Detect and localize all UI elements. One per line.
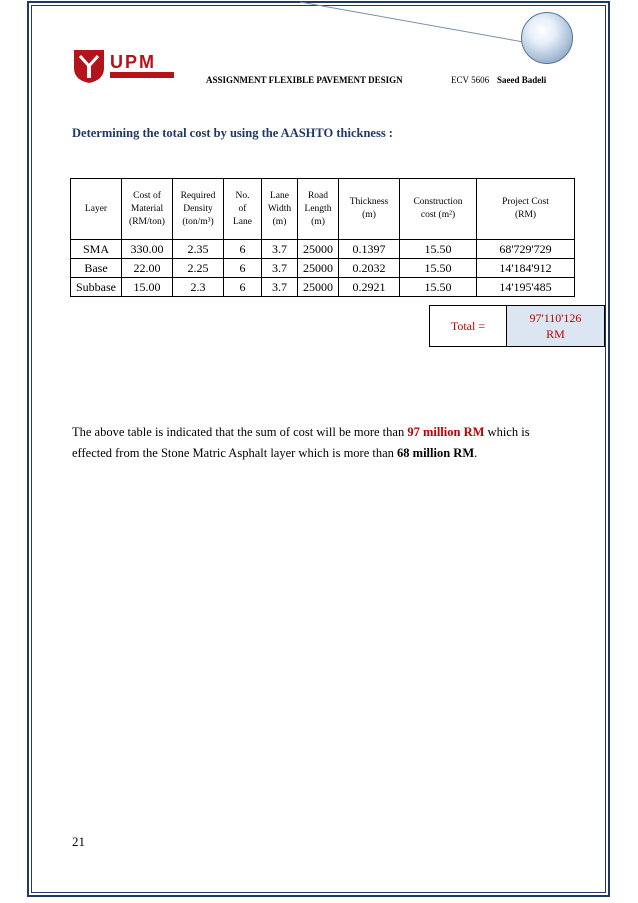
- table-header-row: [71, 179, 575, 240]
- table-cell: 3.7: [262, 259, 298, 278]
- table-cell: 68'729'729: [477, 240, 575, 259]
- header-cell-construction-cost: Construction cost (m²): [400, 179, 477, 240]
- table-row: [71, 278, 575, 297]
- table-cell: 25000: [298, 259, 339, 278]
- table-cell: 25000: [298, 240, 339, 259]
- header-title: ASSIGNMENT FLEXIBLE PAVEMENT DESIGN: [206, 75, 403, 85]
- header-cell-lanes: No. of Lane: [224, 179, 262, 240]
- page-number: 21: [72, 834, 85, 849]
- header-course-code: ECV 5606: [451, 75, 490, 85]
- table-cell: 0.2032: [339, 259, 400, 278]
- section-title: Determining the total cost by using the AASHTO thickness :: [72, 126, 393, 140]
- header-cell-layer: Layer: [71, 179, 122, 240]
- header-cell-density: Required Density (ton/m³): [173, 179, 224, 240]
- decorative-orb: [521, 12, 573, 64]
- total-label: Total =: [430, 306, 507, 347]
- table-cell: 15.00: [122, 278, 173, 297]
- logo-bar: [110, 72, 174, 78]
- table-cell: 2.3: [173, 278, 224, 297]
- table-cell: 6: [224, 259, 262, 278]
- upm-emblem-icon: [72, 48, 106, 84]
- cost-table: [70, 178, 575, 297]
- header-cell-thickness: Thickness (m): [339, 179, 400, 240]
- logo-text: UPM: [110, 52, 156, 72]
- table-cell: 3.7: [262, 278, 298, 297]
- table-cell: 14'184'912: [477, 259, 575, 278]
- table-cell: Base: [71, 259, 122, 278]
- table-cell: 22.00: [122, 259, 173, 278]
- table-cell: Subbase: [71, 278, 122, 297]
- table-row: [71, 240, 575, 259]
- table-cell: 14'195'485: [477, 278, 575, 297]
- header-cell-project-cost: Project Cost (RM): [477, 179, 575, 240]
- table-cell: 2.25: [173, 259, 224, 278]
- table-row: [71, 259, 575, 278]
- total-table: [429, 305, 605, 347]
- table-cell: 2.35: [173, 240, 224, 259]
- total-value: 97'110'126 RM: [507, 306, 605, 347]
- table-cell: 330.00: [122, 240, 173, 259]
- table-cell: SMA: [71, 240, 122, 259]
- table-cell: 15.50: [400, 240, 477, 259]
- header-author: Saeed Badeli: [497, 75, 547, 85]
- table-cell: 6: [224, 278, 262, 297]
- summary-paragraph: The above table is indicated that the sum of cost will be more than 97 million RM which is effected from the Stone Matric Asphalt layer which is more than 68 million RM.: [72, 425, 530, 460]
- highlight-total: 97 million RM: [407, 425, 485, 439]
- university-logo: [72, 48, 176, 84]
- header-cell-road-length: Road Length (m): [298, 179, 339, 240]
- table-cell: 6: [224, 240, 262, 259]
- highlight-sma: 68 million RM: [397, 446, 475, 460]
- table-cell: 15.50: [400, 278, 477, 297]
- header-cell-lane-width: Lane Width (m): [262, 179, 298, 240]
- table-cell: 3.7: [262, 240, 298, 259]
- table-cell: 0.1397: [339, 240, 400, 259]
- table-cell: 25000: [298, 278, 339, 297]
- header-cell-cost-material: Cost of Material (RM/ton): [122, 179, 173, 240]
- table-cell: 0.2921: [339, 278, 400, 297]
- table-cell: 15.50: [400, 259, 477, 278]
